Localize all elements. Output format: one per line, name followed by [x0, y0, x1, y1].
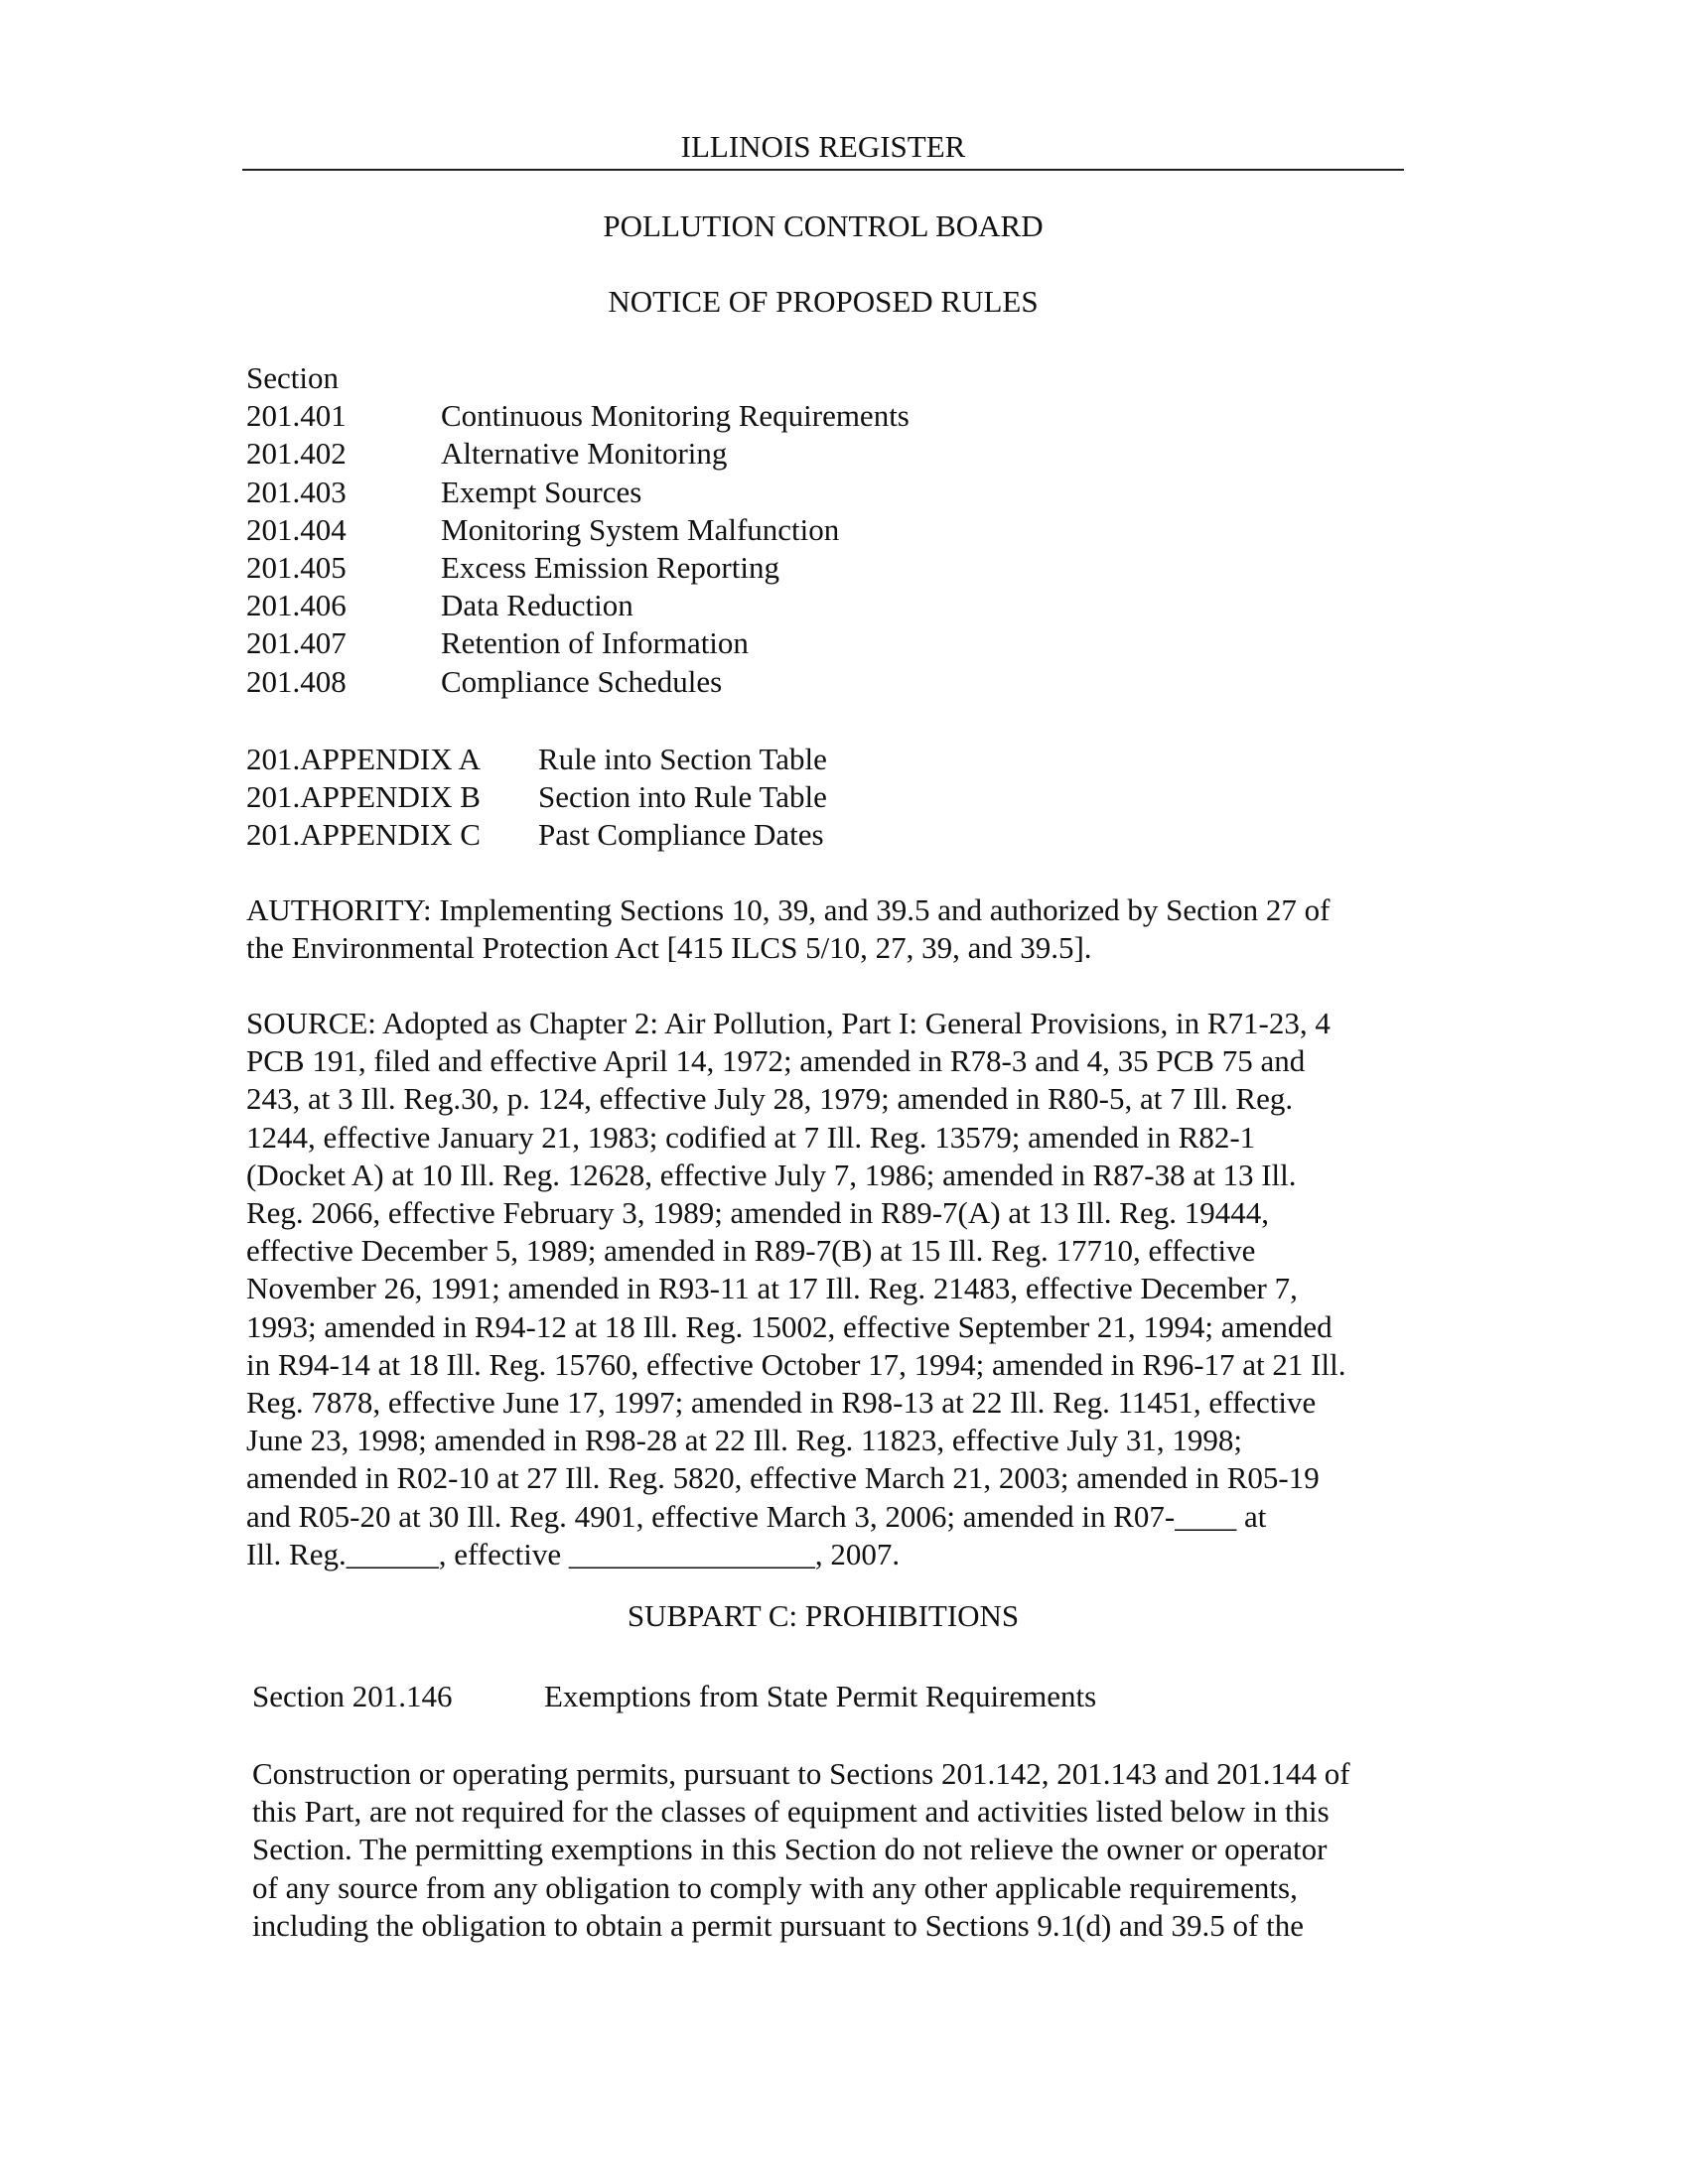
body-line: of any source from any obligation to comply with any other applicable requirements, [252, 1869, 1298, 1905]
toc-heading: Section [246, 360, 339, 395]
toc-section-number: 201.402 [246, 436, 347, 472]
appendix-number: 201.APPENDIX B [246, 779, 481, 815]
body-paragraph [252, 1755, 1424, 1945]
source-line: June 23, 1998; amended in R98-28 at 22 Ill. Reg. 11823, effective July 31, 1998; [246, 1423, 1243, 1458]
appendix-row [246, 778, 827, 816]
source-line: Ill. Reg.______, effective ________________, 2007. [246, 1536, 901, 1571]
appendix-list [246, 741, 827, 855]
toc-row [246, 474, 910, 511]
body-line: this Part, are not required for the classes of equipment and activities listed below in this [252, 1794, 1330, 1830]
toc-section-title: Continuous Monitoring Requirements [441, 398, 910, 434]
toc-section-number: 201.405 [246, 550, 347, 586]
toc-section-title: Exempt Sources [441, 474, 642, 509]
appendix-number: 201.APPENDIX C [246, 817, 481, 853]
appendix-title: Section into Rule Table [538, 779, 827, 815]
source-line: 1993; amended in R94-12 at 18 Ill. Reg. 15002, effective September 21, 1994; amended [246, 1308, 1333, 1344]
toc-section-number: 201.406 [246, 588, 347, 623]
toc-section-number: 201.408 [246, 663, 347, 699]
toc-section-title: Compliance Schedules [441, 663, 723, 699]
toc-section-number: 201.407 [246, 625, 347, 661]
header-rule [242, 169, 1404, 171]
appendix-number: 201.APPENDIX A [246, 742, 481, 776]
source-line: PCB 191, filed and effective April 14, 1972; amended in R78-3 and 4, 35 PCB 75 and [246, 1043, 1306, 1079]
source-line: effective December 5, 1989; amended in R89-7(B) at 15 Ill. Reg. 17710, effective [246, 1233, 1256, 1269]
toc-section-number: 201.403 [246, 474, 347, 509]
toc-section-title: Data Reduction [441, 588, 633, 623]
toc-section-title: Alternative Monitoring [441, 436, 728, 472]
appendix-title: Rule into Section Table [538, 742, 827, 776]
source-line: Reg. 7878, effective June 17, 1997; amended in R98-13 at 22 Ill. Reg. 11451, effective [246, 1385, 1317, 1421]
source-line: SOURCE: Adopted as Chapter 2: Air Pollution, Part I: General Provisions, in R71-23, 4 [246, 1006, 1331, 1040]
toc-row [246, 587, 910, 624]
source-line: 243, at 3 Ill. Reg.30, p. 124, effective July 28, 1979; amended in R80-5, at 7 Ill. Reg. [246, 1081, 1294, 1117]
source-paragraph [246, 1005, 1418, 1573]
source-line: 1244, effective January 21, 1983; codified at 7 Ill. Reg. 13579; amended in R82-1 [246, 1119, 1256, 1155]
register-title: ILLINOIS REGISTER [680, 129, 966, 164]
source-line: November 26, 1991; amended in R93-11 at 17 Ill. Reg. 21483, effective December 7, [246, 1271, 1298, 1306]
source-line: in R94-14 at 18 Ill. Reg. 15760, effective October 17, 1994; amended in R96-17 at 21 Ill. [246, 1346, 1346, 1382]
authority-paragraph [246, 891, 1418, 967]
appendix-title: Past Compliance Dates [538, 817, 824, 853]
notice-title: NOTICE OF PROPOSED RULES [608, 284, 1039, 319]
toc-section-title: Excess Emission Reporting [441, 550, 779, 586]
toc-section-title: Monitoring System Malfunction [441, 511, 840, 547]
toc-row [246, 511, 910, 549]
source-line: Reg. 2066, effective February 3, 1989; amended in R89-7(A) at 13 Ill. Reg. 19444, [246, 1195, 1269, 1231]
section-number: Section 201.146 [252, 1679, 453, 1713]
authority-line: AUTHORITY: Implementing Sections 10, 39, and 39.5 and authorized by Section 27 of [246, 892, 1331, 927]
toc-row [246, 397, 910, 435]
toc-row [246, 435, 910, 473]
body-line: Section. The permitting exemptions in this Section do not relieve the owner or operator [252, 1832, 1328, 1867]
toc-row [246, 624, 910, 662]
table-of-contents [246, 359, 910, 701]
source-line: amended in R02-10 at 27 Ill. Reg. 5820, effective March 21, 2003; amended in R05-19 [246, 1460, 1320, 1496]
agency-name: POLLUTION CONTROL BOARD [603, 208, 1044, 243]
appendix-row [246, 741, 827, 778]
authority-line: the Environmental Protection Act [415 ILCS 5/10, 27, 39, and 39.5]. [246, 930, 1092, 966]
subpart-heading: SUBPART C: PROHIBITIONS [627, 1598, 1020, 1633]
section-title: Exemptions from State Permit Requirements [544, 1679, 1097, 1713]
body-line: Construction or operating permits, pursuant to Sections 201.142, 201.143 and 201.144 of [252, 1756, 1350, 1791]
toc-section-title: Retention of Information [441, 625, 749, 661]
source-line: (Docket A) at 10 Ill. Reg. 12628, effective July 7, 1986; amended in R87-38 at 13 Ill. [246, 1157, 1297, 1192]
toc-row [246, 549, 910, 587]
body-line: including the obligation to obtain a permit pursuant to Sections 9.1(d) and 39.5 of the [252, 1907, 1304, 1943]
toc-section-number: 201.404 [246, 511, 347, 547]
section-heading [252, 1678, 1096, 1715]
source-line: and R05-20 at 30 Ill. Reg. 4901, effective March 3, 2006; amended in R07-____ at [246, 1498, 1267, 1534]
toc-section-number: 201.401 [246, 398, 347, 434]
toc-row [246, 663, 910, 701]
appendix-row [246, 816, 827, 854]
